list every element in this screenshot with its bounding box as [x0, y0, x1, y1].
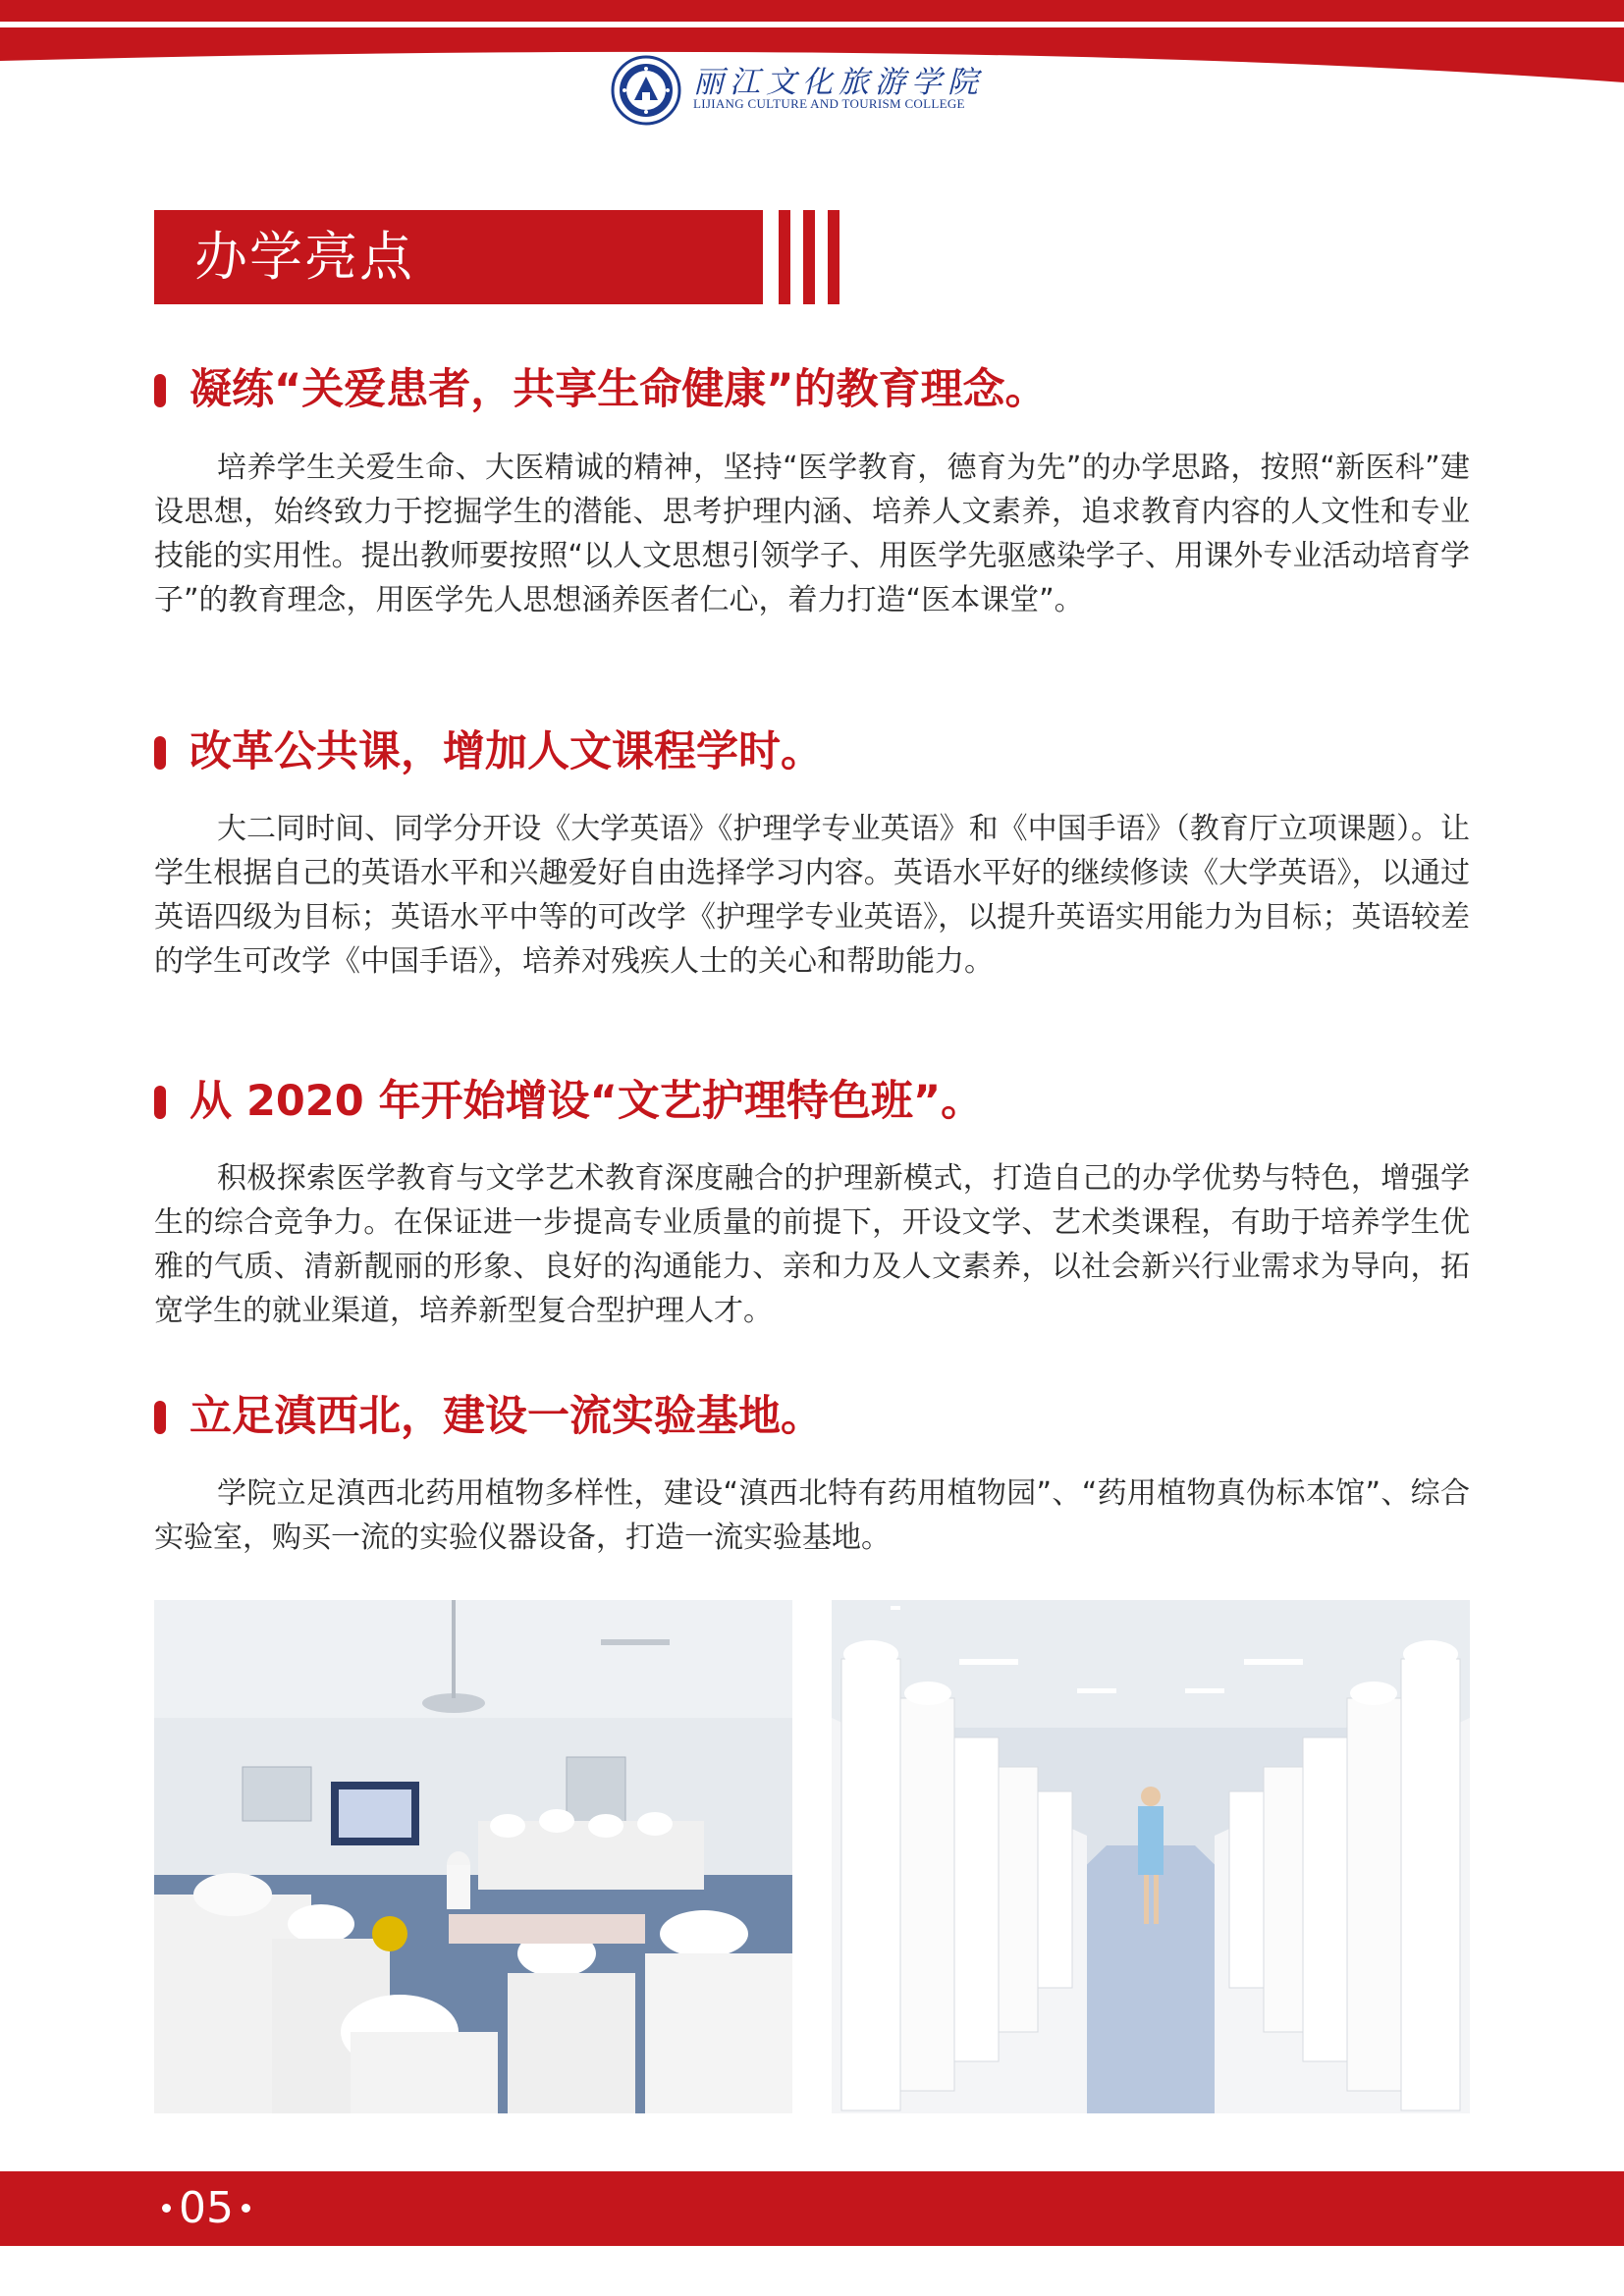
heading-marker-icon — [154, 374, 166, 407]
highlight-paragraph: 积极探索医学教育与文学艺术教育深度融合的护理新模式，打造自己的办学优势与特色，增强学生的综合竞争力。在保证进一步提高专业质量的前提下，开设文学、艺术类课程，有助于培养学生优雅的气质、清新靓丽的形象、良好的沟通能力、亲和力及人文素养，以社会新兴行业需求为导向，拓宽学生的就业渠道，培养新型复合型护理人才。 — [154, 1161, 1470, 1328]
banner-stripe — [779, 210, 790, 304]
nursing-lab-class-photo — [154, 1600, 792, 2113]
section-title: 办学亮点 — [194, 226, 414, 288]
highlight-heading-text: 从 2020 年开始增设“文艺护理特色班”。 — [189, 1077, 984, 1126]
college-name-cn: 丽江文化旅游学院 — [693, 65, 984, 100]
header-top-bar — [0, 0, 1624, 22]
bullet-dot-icon — [242, 2204, 250, 2213]
highlight-paragraph: 大二同时间、同学分开设《大学英语》《护理学专业英语》和《中国手语》（教育厅立项课题）。让学生根据自己的英语水平和兴趣爱好自由选择学习内容。英语水平好的继续修读《大学英语》，以通过英语四级为目标；英语水平中等的可改学《护理学专业英语》，以提升英语实用能力为目标；英语较差的学生可改学《中国手语》，培养对残疾人士的关心和帮助能力。 — [154, 812, 1470, 979]
highlight-heading-text: 改革公共课，增加人文课程学时。 — [189, 727, 823, 776]
nursing-students-sign-language-photo — [832, 1600, 1470, 2113]
page-number — [154, 2179, 258, 2238]
highlight-paragraph: 学院立足滇西北药用植物多样性，建设“滇西北特有药用植物园”、“药用植物真伪标本馆”、综合实验室，购买一流的实验仪器设备，打造一流实验基地。 — [154, 1476, 1470, 1555]
bullet-dot-icon — [162, 2204, 171, 2213]
highlight-heading-text: 凝练“关爱患者，共享生命健康”的教育理念。 — [189, 365, 1048, 414]
highlight-paragraph: 培养学生关爱生命、大医精诚的精神，坚持“医学教育，德育为先”的办学思路，按照“新医科”建设思想，始终致力于挖掘学生的潜能、思考护理内涵、培养人文素养，追求教育内容的人文性和专业技能的实用性。提出教师要按照“以人文思想引领学子、用医学先驱感染学子、用课外专业活动培育学子”的教育理念，用医学先人思想涵养医者仁心，着力打造“医本课堂”。 — [154, 451, 1470, 617]
page-number-text: 05 — [179, 2183, 234, 2233]
highlight-heading-text: 立足滇西北，建设一流实验基地。 — [189, 1392, 823, 1441]
heading-marker-icon — [154, 1086, 166, 1119]
banner-stripe — [803, 210, 815, 304]
college-name-en: LIJIANG CULTURE AND TOURISM COLLEGE — [693, 96, 965, 111]
banner-stripe — [828, 210, 839, 304]
heading-marker-icon — [154, 1401, 166, 1434]
college-logo-icon — [611, 55, 681, 126]
heading-marker-icon — [154, 736, 166, 770]
